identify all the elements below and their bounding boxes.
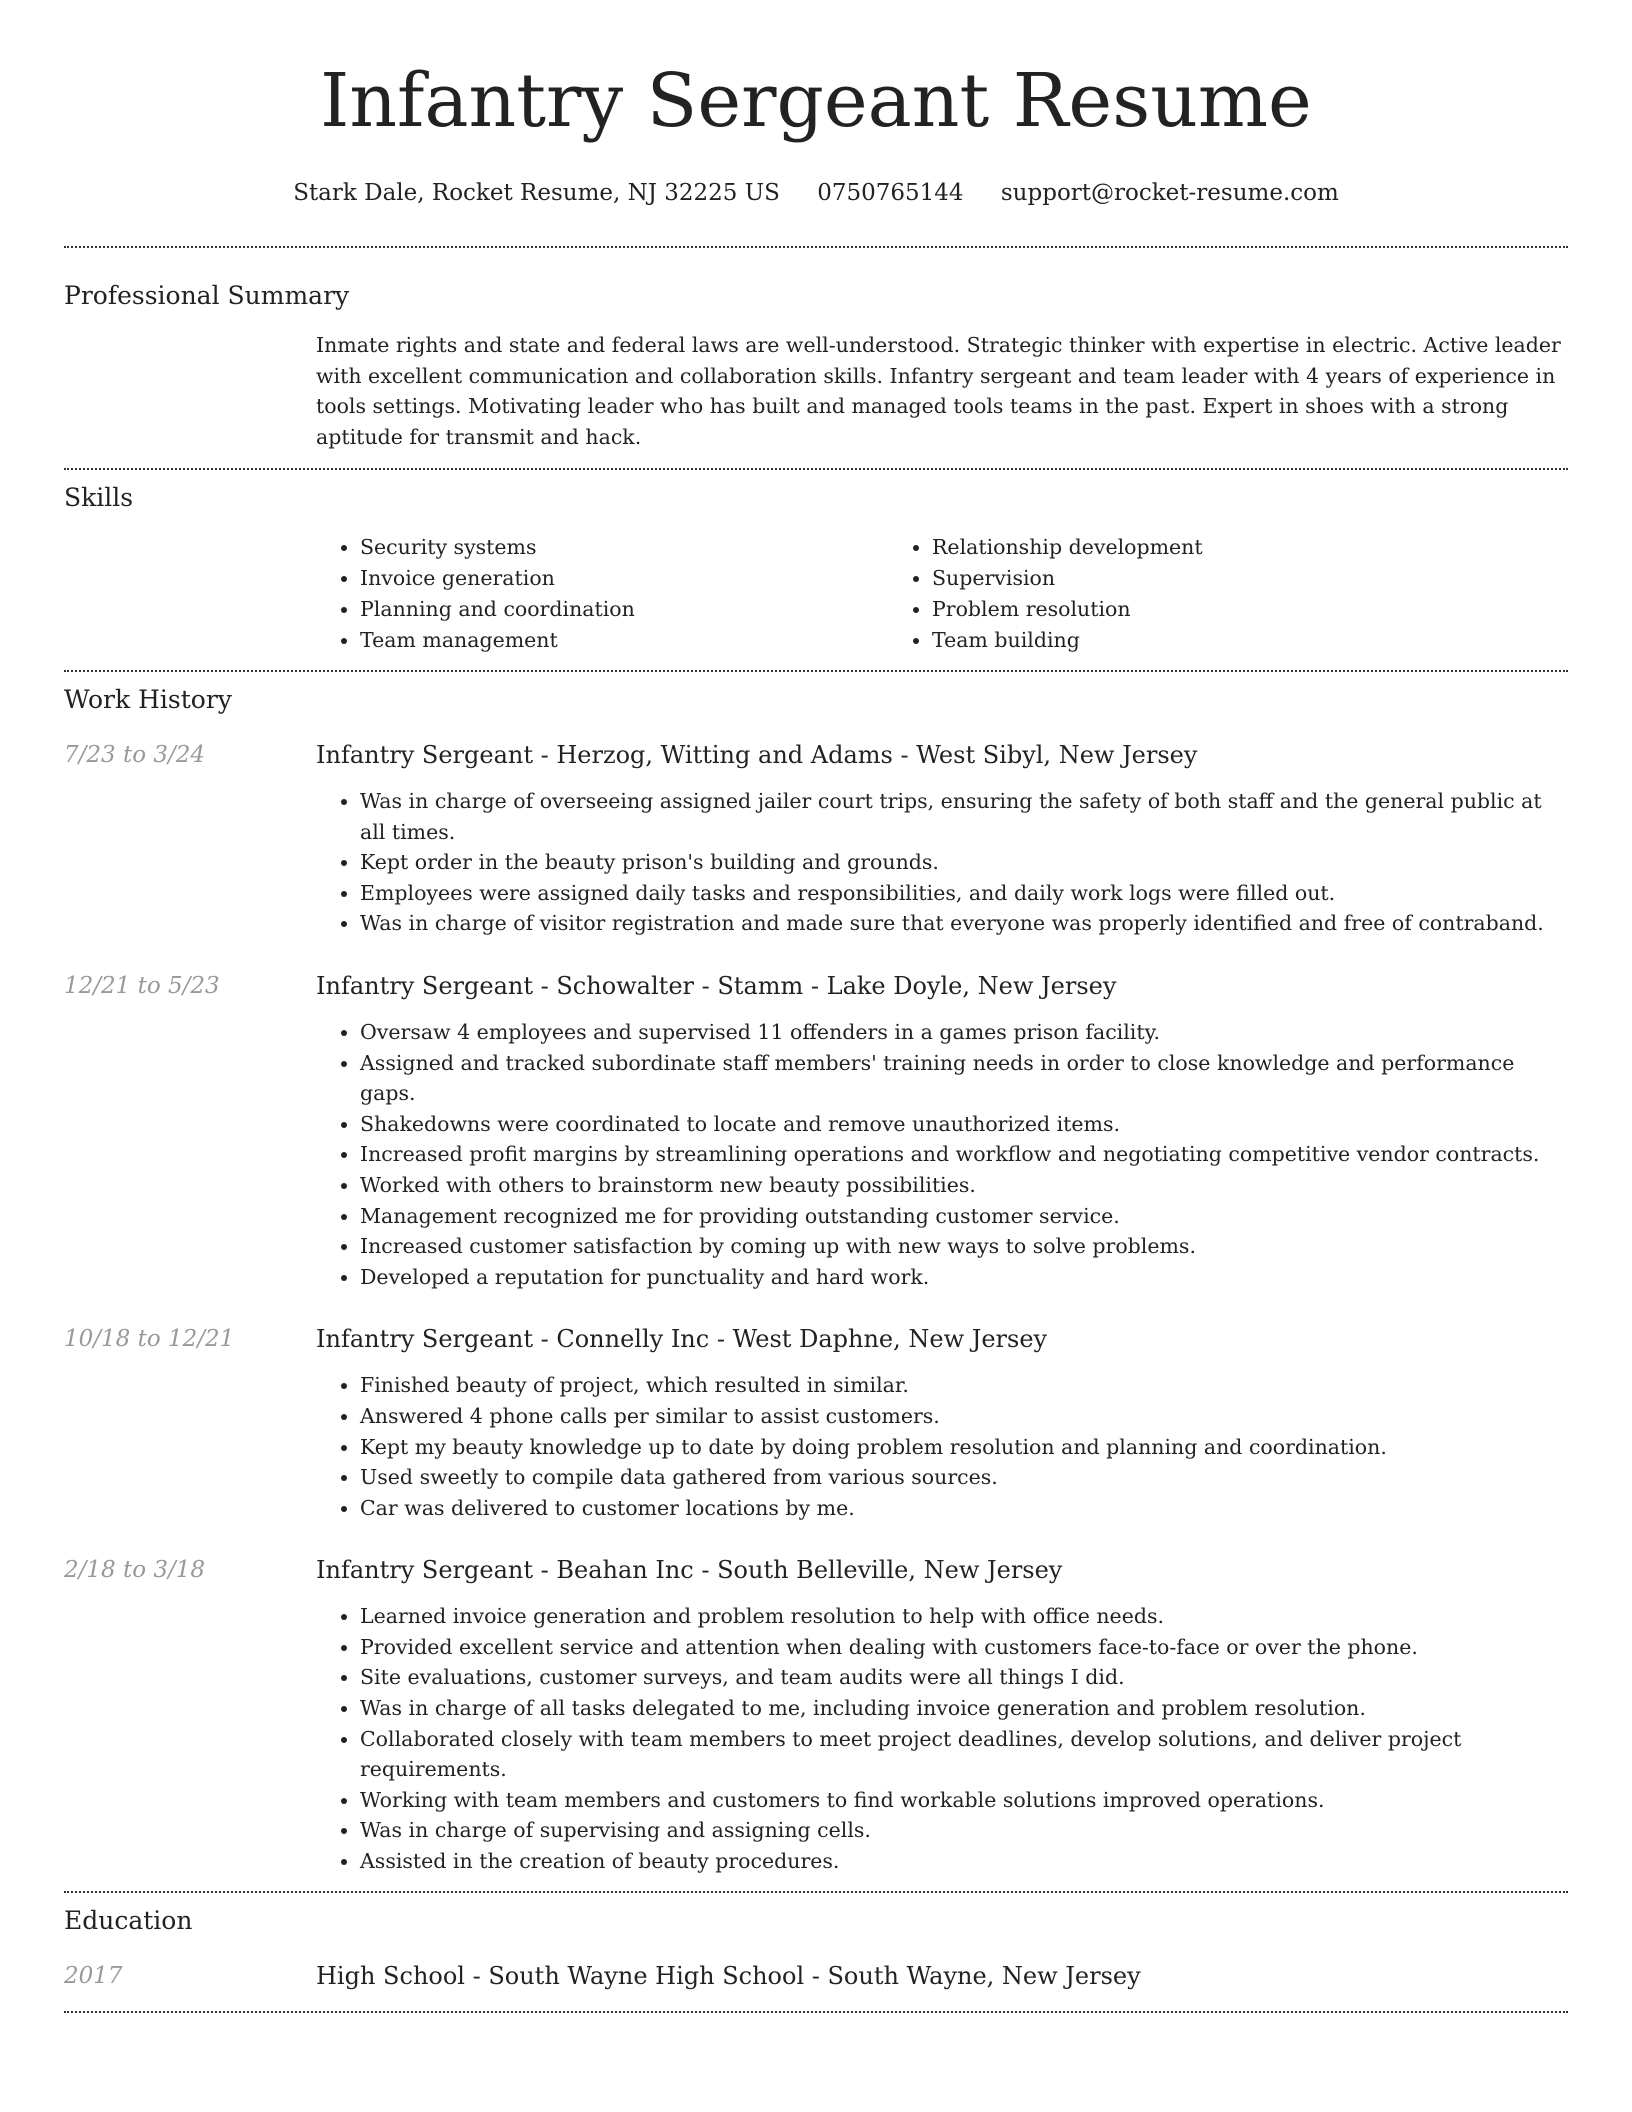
job-bullet: • Learned invoice generation and problem resolution to help with office needs. <box>360 1601 1568 1632</box>
job-title: Infantry Sergeant - Schowalter - Stamm - Lake Doyle, New Jersey <box>316 971 1117 1000</box>
job-bullet: • Assisted in the creation of beauty procedures. <box>360 1846 1568 1877</box>
job-bullet: • Collaborated closely with team members to meet project deadlines, develop solutions, and deliver project requirements. <box>360 1724 1568 1785</box>
job-title: Infantry Sergeant - Beahan Inc - South Belleville, New Jersey <box>316 1556 1063 1585</box>
job-entry <box>64 738 1568 939</box>
skills-heading: Skills <box>64 483 134 512</box>
education-title: High School - South Wayne High School - South Wayne, New Jersey <box>316 1961 1141 1990</box>
job-title: Infantry Sergeant - Herzog, Witting and Adams - West Sibyl, New Jersey <box>316 741 1198 769</box>
job-bullet: • Working with team members and customers to find workable solutions improved operations. <box>360 1785 1568 1816</box>
job-bullet: • Increased customer satisfaction by coming up with new ways to solve problems. <box>360 1231 1568 1262</box>
skill-item: • Team management <box>360 625 888 656</box>
job-dates: 7/23 to 3/24 <box>64 742 206 768</box>
job-bullet: • Kept order in the beauty prison's building and grounds. <box>360 847 1568 878</box>
job-bullets <box>316 786 1568 939</box>
job-dates: 10/18 to 12/21 <box>64 1326 235 1353</box>
education-section <box>64 1893 1568 2011</box>
job-bullet: • Increased profit margins by streamlining operations and workflow and negotiating competitive vendor contracts. <box>360 1139 1568 1170</box>
section-divider <box>64 2011 1568 2013</box>
skills-grid <box>316 532 1568 656</box>
contact-address: Stark Dale, Rocket Resume, NJ 32225 US <box>293 180 780 206</box>
job-bullet: • Site evaluations, customer surveys, and team audits were all things I did. <box>360 1662 1568 1693</box>
job-entry <box>64 969 1568 1292</box>
summary-section <box>64 248 1568 468</box>
contact-line <box>64 176 1568 210</box>
skills-list-right <box>888 532 1460 656</box>
skill-item: • Invoice generation <box>360 563 888 594</box>
job-dates: 12/21 to 5/23 <box>64 972 220 999</box>
job-bullet: • Provided excellent service and attention when dealing with customers face-to-face or over the phone. <box>360 1632 1568 1663</box>
job-title: Infantry Sergeant - Connelly Inc - West Daphne, New Jersey <box>316 1325 1048 1354</box>
job-dates: 2/18 to 3/18 <box>64 1557 206 1584</box>
contact-email: support@rocket-resume.com <box>1000 180 1339 206</box>
work-history-section <box>64 672 1568 1891</box>
education-heading: Education <box>64 1905 193 1935</box>
job-bullets <box>316 1017 1568 1292</box>
contact-phone: 0750765144 <box>817 180 964 206</box>
job-bullet: • Answered 4 phone calls per similar to assist customers. <box>360 1401 1568 1432</box>
education-entry <box>64 1959 1568 2011</box>
skill-item: • Relationship development <box>932 532 1460 563</box>
job-bullet: • Kept my beauty knowledge up to date by doing problem resolution and planning and coordination. <box>360 1432 1568 1463</box>
job-bullet: • Developed a reputation for punctuality and hard work. <box>360 1262 1568 1293</box>
job-bullet: • Worked with others to brainstorm new beauty possibilities. <box>360 1170 1568 1201</box>
job-bullets <box>316 1370 1568 1523</box>
job-bullet: • Was in charge of all tasks delegated to me, including invoice generation and problem resolution. <box>360 1693 1568 1724</box>
skill-item: • Planning and coordination <box>360 594 888 625</box>
resume-title: Infantry Sergeant Resume <box>320 58 1312 144</box>
job-bullet: • Finished beauty of project, which resulted in similar. <box>360 1370 1568 1401</box>
job-bullet: • Oversaw 4 employees and supervised 11 offenders in a games prison facility. <box>360 1017 1568 1048</box>
skill-item: • Team building <box>932 625 1460 656</box>
job-bullets <box>316 1601 1568 1876</box>
job-bullet: • Was in charge of visitor registration and made sure that everyone was properly identified and free of contraband. <box>360 908 1568 939</box>
job-entry <box>64 1553 1568 1890</box>
skill-item: • Security systems <box>360 532 888 563</box>
job-bullet: • Used sweetly to compile data gathered from various sources. <box>360 1462 1568 1493</box>
education-date: 2017 <box>64 1962 123 1989</box>
job-bullet: • Was in charge of supervising and assigning cells. <box>360 1815 1568 1846</box>
skills-list-left <box>316 532 888 656</box>
job-bullet: • Car was delivered to customer locations by me. <box>360 1493 1568 1524</box>
skill-item: • Problem resolution <box>932 594 1460 625</box>
job-bullet: • Employees were assigned daily tasks and responsibilities, and daily work logs were filled out. <box>360 878 1568 909</box>
work-history-heading: Work History <box>64 685 232 714</box>
job-bullet: • Management recognized me for providing outstanding customer service. <box>360 1201 1568 1232</box>
job-bullet: • Shakedowns were coordinated to locate and remove unauthorized items. <box>360 1109 1568 1140</box>
job-entry <box>64 1322 1568 1523</box>
summary-heading: Professional Summary <box>64 281 350 310</box>
job-bullet: • Was in charge of overseeing assigned jailer court trips, ensuring the safety of both staff and the general public at all times. <box>360 786 1568 847</box>
job-bullet: • Assigned and tracked subordinate staff members' training needs in order to close knowledge and performance gaps. <box>360 1048 1568 1109</box>
skill-item: • Supervision <box>932 563 1460 594</box>
skills-section <box>64 470 1568 670</box>
summary-text: Inmate rights and state and federal laws are well-understood. Strategic thinker with expertise in electric. Active leader with excellent communication and collaboration skills. Infantry sergeant and team leader with 4 years of experience in tools settings. Motivating leader who has built and managed tools teams in the past. Expert in shoes with a strong aptitude for transmit and hack. <box>316 333 1561 449</box>
